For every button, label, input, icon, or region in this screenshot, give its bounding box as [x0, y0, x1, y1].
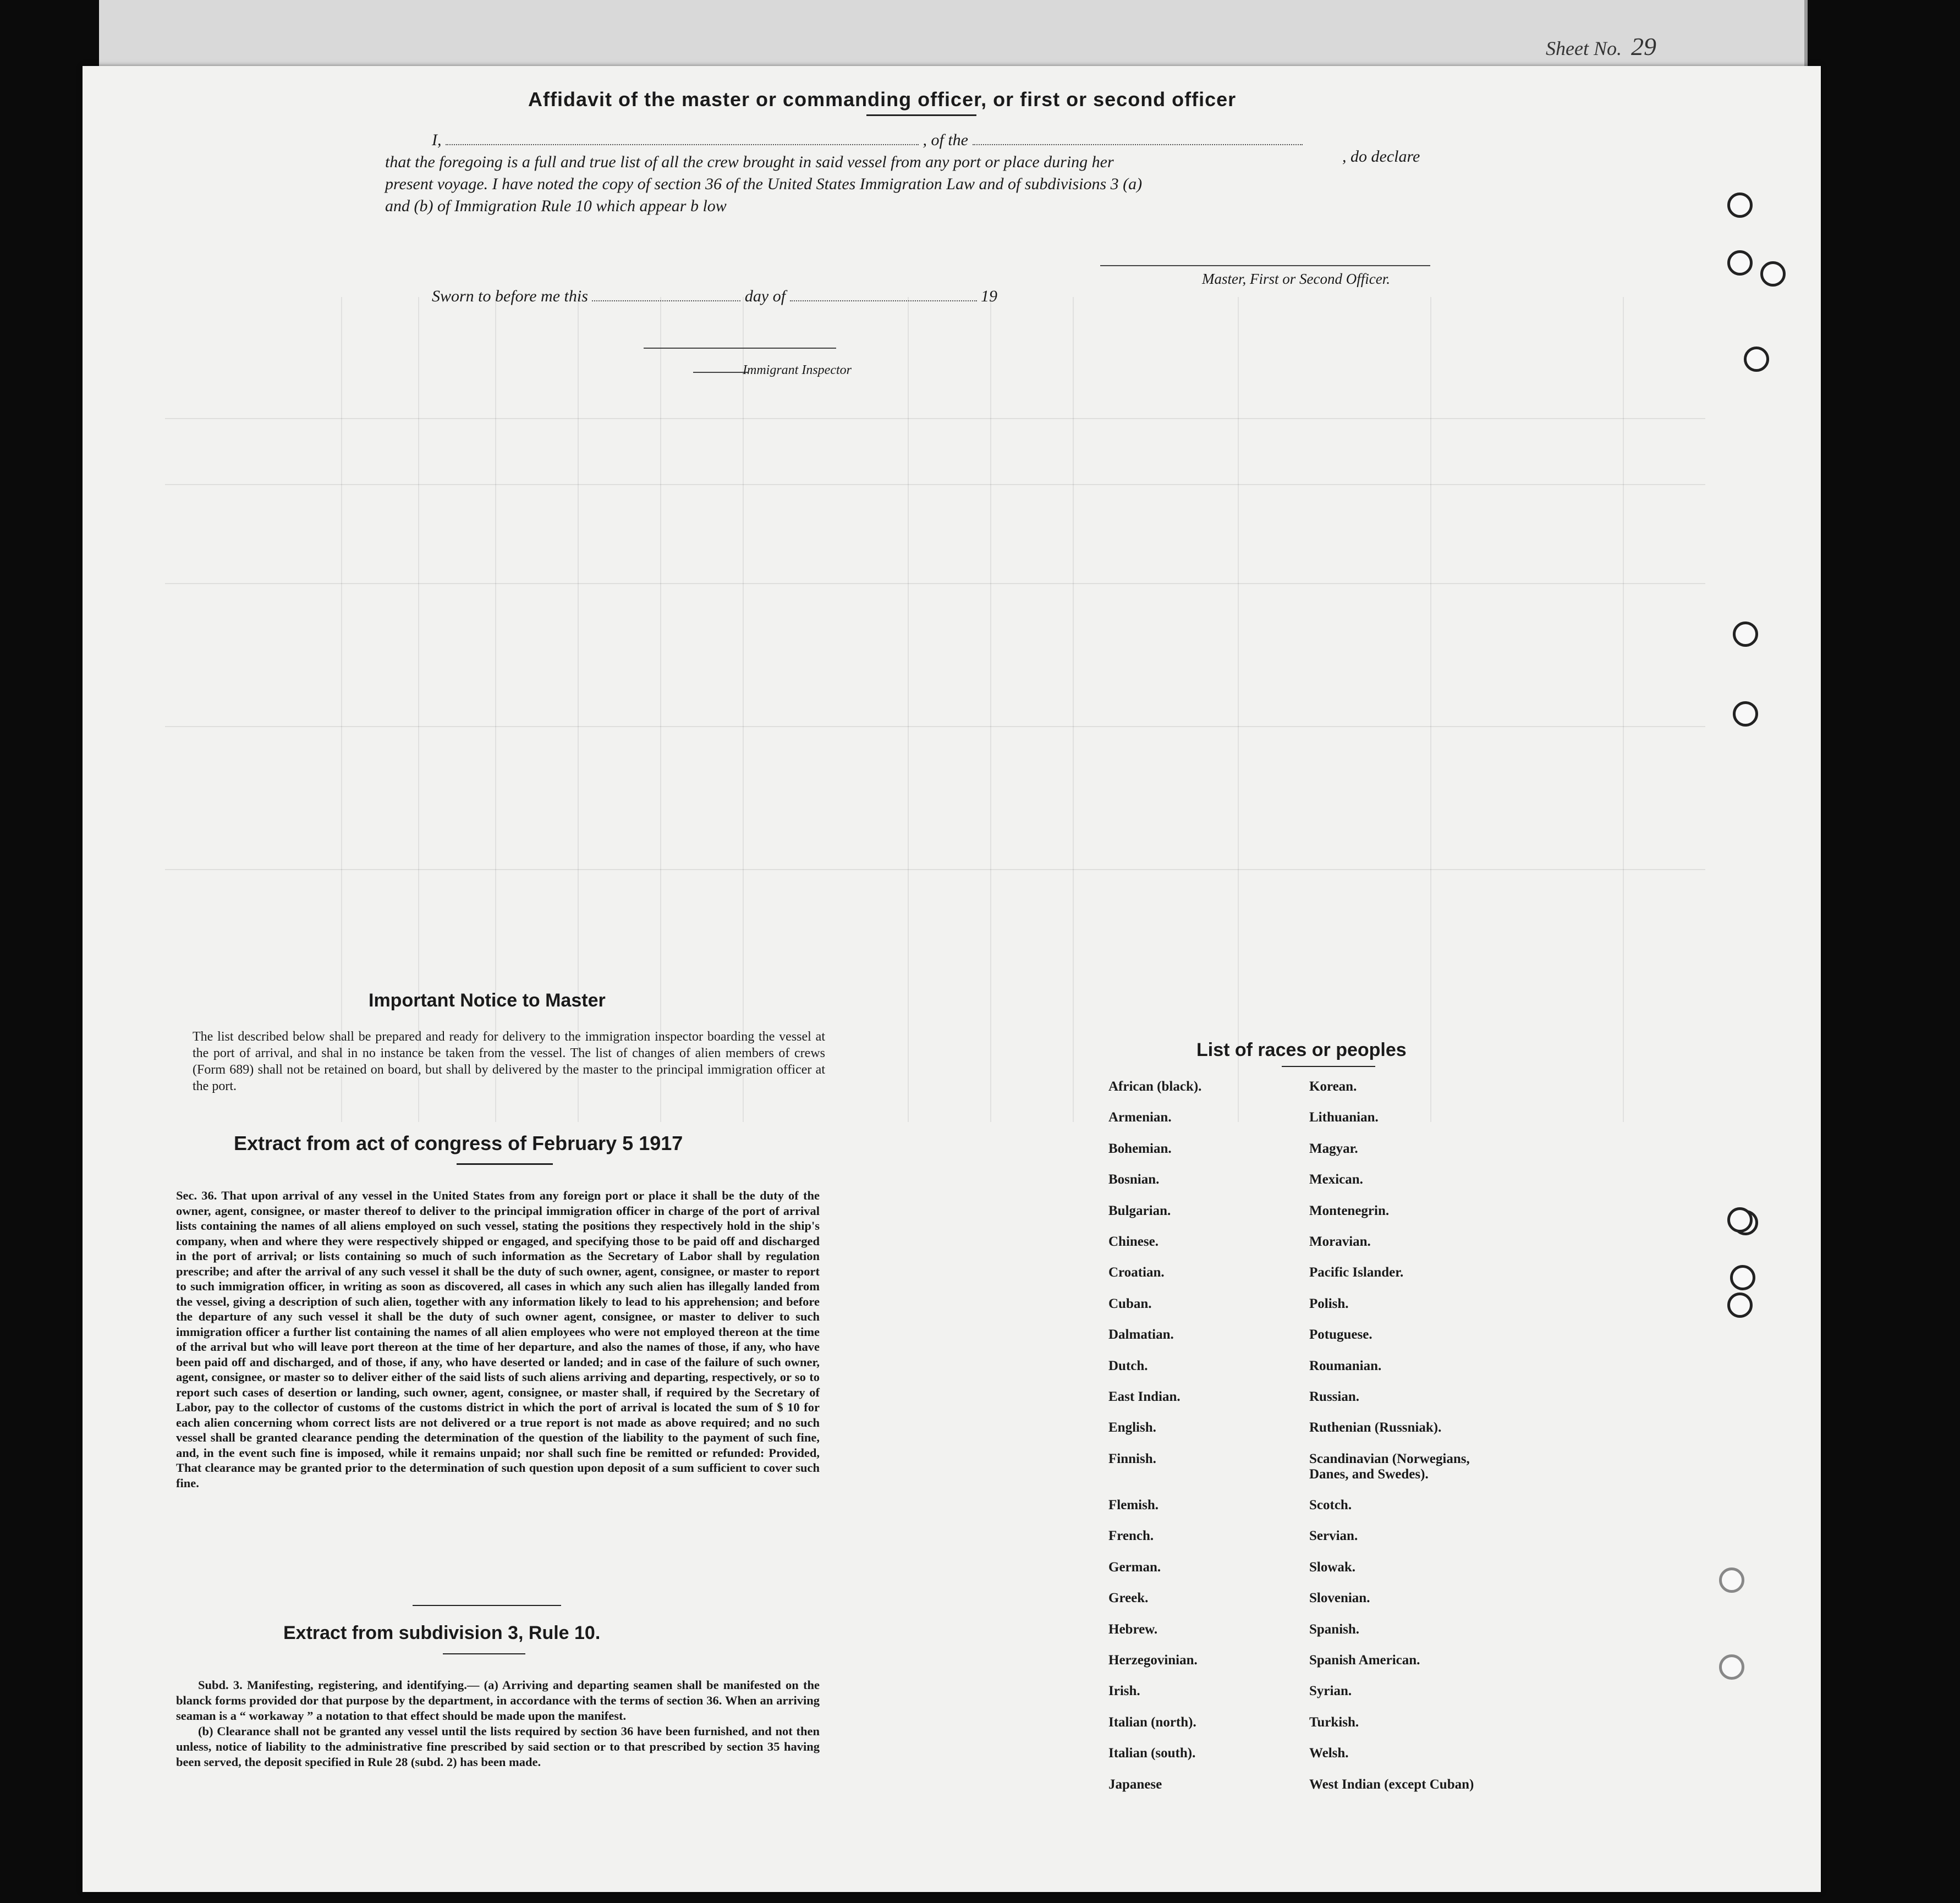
title-underline	[866, 114, 976, 116]
affidavit-line-2	[385, 153, 1441, 172]
extract-act-underline	[457, 1163, 553, 1165]
affidavit-line-4	[385, 197, 727, 216]
race-item	[1108, 1482, 1201, 1498]
day-of-text: day of	[744, 287, 786, 305]
race-item: Moravian.	[1309, 1234, 1371, 1249]
do-declare: , do declare	[1342, 147, 1420, 166]
year-prefix: 19	[981, 287, 998, 305]
vessel-blank[interactable]	[973, 144, 1303, 145]
affidavit-line-3	[385, 175, 1142, 194]
affidavit-line-1	[432, 131, 1303, 150]
race-item: Dutch.	[1108, 1358, 1148, 1373]
bleed-line	[908, 297, 909, 1122]
month-blank[interactable]	[790, 300, 977, 301]
punch-hole	[1727, 1292, 1753, 1318]
race-item: Scotch.	[1309, 1498, 1352, 1513]
extract-act-title: Extract from act of congress of February 5 1917	[234, 1132, 683, 1154]
race-item: Ruthenian (Russniak).	[1309, 1420, 1442, 1436]
affidavit-i: I,	[432, 131, 442, 149]
master-signature-label: Master, First or Second Officer.	[1202, 271, 1390, 287]
punch-hole	[1719, 1654, 1744, 1680]
bleed-line	[165, 583, 1705, 584]
subdivision-3-text	[176, 1678, 820, 1770]
race-item: Herzegovinian.	[1108, 1653, 1198, 1668]
bleed-line	[743, 297, 744, 1122]
manifest-page	[83, 66, 1821, 1892]
race-item: Spanish American.	[1309, 1653, 1420, 1668]
punch-hole	[1727, 250, 1753, 276]
bleed-line	[165, 869, 1705, 870]
punch-hole	[1760, 261, 1786, 287]
bleed-line	[1623, 297, 1624, 1122]
races-underline	[1282, 1066, 1375, 1067]
races-left-column	[1108, 1079, 1201, 1808]
race-item: Greek.	[1108, 1591, 1149, 1606]
race-item: Japanese	[1108, 1777, 1162, 1792]
section-divider	[413, 1605, 561, 1606]
race-item: Syrian.	[1309, 1684, 1352, 1699]
bleed-line	[1073, 297, 1074, 1122]
race-item: Flemish.	[1108, 1498, 1159, 1513]
race-item: Croatian.	[1108, 1265, 1165, 1280]
race-item: Pacific Islander.	[1309, 1265, 1404, 1280]
name-blank[interactable]	[446, 144, 919, 145]
race-item: Polish.	[1309, 1296, 1349, 1311]
race-item: Irish.	[1108, 1684, 1140, 1699]
bleed-line	[165, 726, 1705, 727]
affidavit-text-2: that the foregoing is a full and true list of all the crew brought in said vessel from any port or place during her	[385, 153, 1114, 171]
race-item: Potuguese.	[1309, 1327, 1372, 1343]
bleed-line	[660, 297, 661, 1122]
sheet-number: 29	[1630, 32, 1656, 61]
subdivision-para-a: Subd. 3. Manifesting, registering, and identifying.— (a) Arriving and departing seamen shall be manifested on the blanck forms provided dor that purpose by the department, in accordance with the terms of section 36. When an arriving seaman is a “ workaway ” a notation to that effect should be made upon the manifest.	[176, 1678, 820, 1723]
sheet-number-label	[1546, 32, 1656, 61]
race-item: Servian.	[1309, 1528, 1358, 1544]
inspector-label: Immigrant Inspector	[743, 363, 852, 377]
affidavit-title: Affidavit of the master or commanding officer, or first or second officer	[528, 88, 1237, 111]
affidavit-of-the: , of the	[923, 131, 968, 149]
extract-rule-title: Extract from subdivision 3, Rule 10.	[283, 1623, 601, 1643]
race-item: Slovenian.	[1309, 1591, 1370, 1606]
race-item: African (black).	[1108, 1079, 1202, 1094]
sworn-line	[432, 287, 997, 306]
bleed-line	[341, 297, 342, 1122]
bleed-line	[1238, 297, 1239, 1122]
punch-hole	[1733, 622, 1758, 647]
race-item: Armenian.	[1108, 1110, 1172, 1125]
race-item: Lithuanian.	[1309, 1110, 1379, 1125]
race-item: Italian (south).	[1108, 1746, 1196, 1761]
extract-rule-underline	[443, 1653, 525, 1654]
subdivision-para-b: (b) Clearance shall not be granted any vessel until the lists required by section 36 have been furnished, and not then unless, notice of liability to the administrative fine prescribed by said section or to that prescribed by section 35 having been served, the deposit specified in Rule 28 (subd. 2) has been made.	[176, 1724, 820, 1769]
race-item: Slowak.	[1309, 1559, 1356, 1575]
punch-hole	[1727, 193, 1753, 218]
race-item: Bosnian.	[1108, 1172, 1160, 1187]
bleed-line	[990, 297, 991, 1122]
bleed-line	[165, 484, 1705, 485]
races-title: List of races or peoples	[1196, 1040, 1407, 1060]
master-signature-line	[1100, 265, 1430, 266]
race-item: Welsh.	[1309, 1746, 1349, 1761]
sworn-text: Sworn to before me this	[432, 287, 588, 305]
race-item: Spanish.	[1309, 1621, 1360, 1637]
bleed-line	[1430, 297, 1431, 1122]
affidavit-text-4: and (b) of Immigration Rule 10 which appear b low	[385, 197, 727, 215]
inspector-signature-line	[644, 348, 836, 349]
bleed-line	[165, 418, 1705, 419]
notice-title: Important Notice to Master	[369, 990, 606, 1011]
races-right-column	[1309, 1079, 1474, 1808]
race-item: Italian (north).	[1108, 1714, 1196, 1730]
race-item: Dalmatian.	[1108, 1327, 1174, 1343]
race-item: German.	[1108, 1559, 1161, 1575]
race-item: Korean.	[1309, 1079, 1357, 1094]
punch-hole	[1719, 1568, 1744, 1593]
race-item: Cuban.	[1108, 1296, 1152, 1311]
affidavit-text-3: present voyage. I have noted the copy of section 36 of the United States Immigration Law and of subdivisions 3 (a)	[385, 175, 1143, 193]
race-item: Chinese.	[1108, 1234, 1159, 1249]
inspector-signature-line-2	[693, 372, 748, 373]
race-item: Scandinavian (Norwegians,	[1309, 1451, 1470, 1466]
punch-hole	[1727, 1207, 1753, 1233]
race-item: Magyar.	[1309, 1141, 1358, 1156]
race-item: West Indian (except Cuban)	[1309, 1777, 1474, 1792]
punch-hole	[1744, 346, 1769, 372]
section-36-text: Sec. 36. That upon arrival of any vessel in the United States from any foreign port or place it shall be the duty of the owner, agent, consignee, or master thereof to deliver to the principal immigration officer in charge of the port of arrival lists containing the names of all aliens employed on such vessel, stating the positions they respectively hold in the ship's company, when and where they were respectively shipped or engaged, and specifying those to be paid off and discharged in the port of arrival; or lists containing so much of such information as the Secretary of Labor shall by regulation prescribe; and after the arrival of any such vessel it shall be the duty of such owner, agent, consignee, or master to report to such immigration officer, in writing as soon as discovered, all cases in which any such alien has illegally landed from the vessel, giving a description of such alien, together with any information likely to lead to his apprehension; and before the departure of any such vessel it shall be the duty of such owner agent, consignee, or master to deliver to such immigration officer a further list containing the names of all alien employees who were not employed thereon at the time of the arrival but who will leave port thereon at the time of her departure, and also the names of those, if any, who have been paid off and discharged, and of those, if any, who have deserted or landed; and in case of the failure of such owner, agent, consignee, or master so to deliver either of the said lists of such aliens arriving and departing, respectively, or so to report such cases of desertion or landing, such owner, agent, consignee, or master shall, if required by the Secretary of Labor, pay to the collector of customs of the customs district in which the port of arrival is located the sum of $ 10 for each alien concerning whom correct lists are not delivered or a true report is not made as above required; and no such vessel shall be granted clearance pending the determination of the question of the liability to the payment of such fine, and, in the event such fine is imposed, while it remains unpaid; nor shall such fine be remitted or refunded: Provided, That clearance may be granted prior to the determination of such question upon deposit of a sum sufficient to cover such fine.	[176, 1189, 820, 1490]
race-item: East Indian.	[1108, 1389, 1181, 1404]
race-item: Hebrew.	[1108, 1621, 1158, 1637]
race-item: Mexican.	[1309, 1172, 1363, 1187]
race-item: Danes, and Swedes).	[1309, 1466, 1429, 1482]
race-item: English.	[1108, 1420, 1156, 1436]
race-item: Roumanian.	[1309, 1358, 1382, 1373]
race-item: French.	[1108, 1528, 1154, 1544]
punch-hole	[1733, 701, 1758, 727]
race-item: Finnish.	[1108, 1451, 1156, 1466]
race-item: Bohemian.	[1108, 1141, 1172, 1156]
day-blank[interactable]	[592, 300, 740, 301]
sheet-label-text: Sheet No.	[1546, 37, 1622, 59]
race-item: Russian.	[1309, 1389, 1360, 1404]
race-item: Montenegrin.	[1309, 1203, 1390, 1218]
race-item: Bulgarian.	[1108, 1203, 1171, 1218]
notice-body: The list described below shall be prepared and ready for delivery to the immigration inspector boarding the vessel at the port of arrival, and shal in no instance be taken from the vessel. The list of changes of alien members of crews (Form 689) shall not be retained on board, but shall by delivered by the master to the principal immigration officer at the port.	[193, 1030, 825, 1093]
race-item: Turkish.	[1309, 1714, 1359, 1730]
